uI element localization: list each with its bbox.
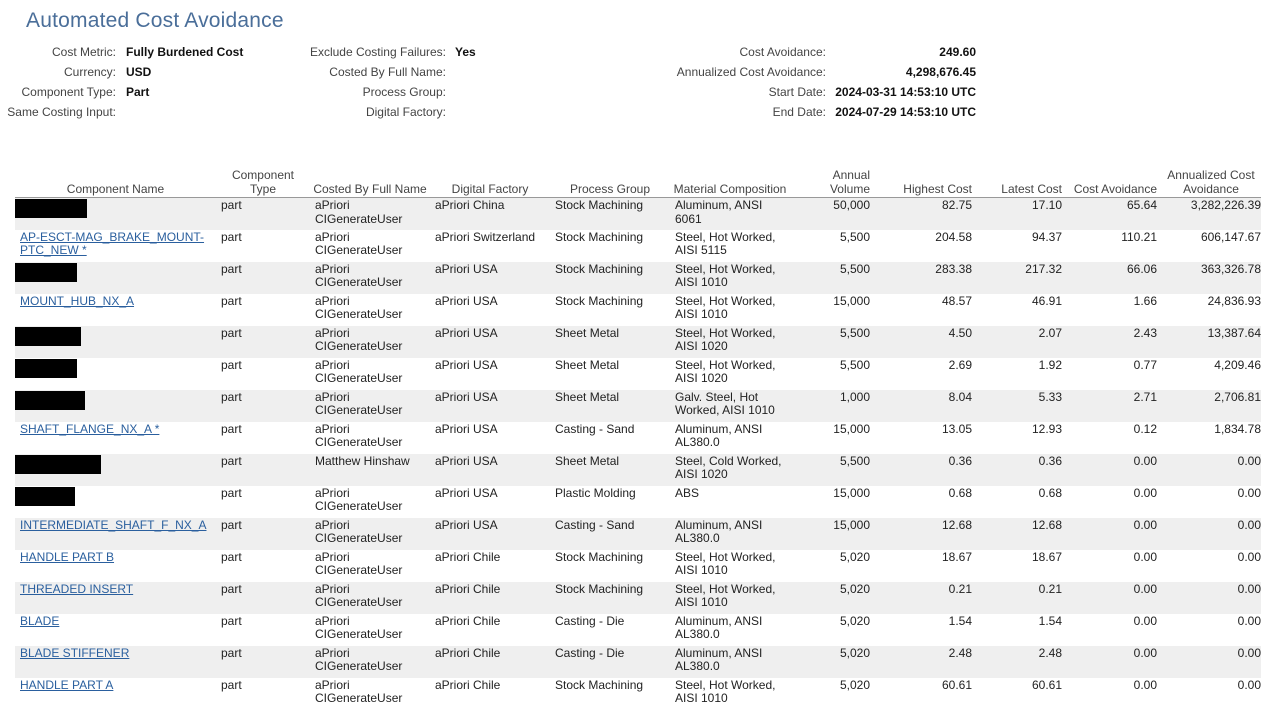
cell-component-type: part [216,454,310,486]
cell-annual-volume: 15,000 [833,485,870,500]
cell-component-name [15,646,216,678]
cell-material: Aluminum, ANSI AL380.0 [675,421,763,449]
cell-component-type: part [216,390,310,422]
cell-cost-avoidance: 0.00 [1066,646,1161,678]
cost-avoidance-table [15,164,1261,710]
cell-latest-cost: 12.93 [1031,421,1062,436]
start-date-value: 2024-03-31 14:53:10 UTC [835,85,976,99]
cell-process-group: Stock Machining [555,229,644,244]
cell-highest-cost: 18.67 [941,549,972,564]
table-row [15,422,1261,454]
cell-component-name [15,230,216,262]
cell-annualized-cost-avoidance: 0.00 [1237,485,1261,500]
redacted-block [15,327,81,346]
cell-costed-by: aPriori CIGenerateUser [315,421,403,449]
cell-annual-volume: 15,000 [833,293,870,308]
cell-material: Steel, Hot Worked, AISI 1010 [675,549,776,577]
cell-cost-avoidance: 2.43 [1066,326,1161,358]
cell-digital-factory: aPriori Chile [435,549,501,564]
cell-material: Steel, Cold Worked, AISI 1020 [670,454,790,486]
redacted-block [15,455,101,474]
cell-component-name [15,486,216,518]
cell-annual-volume: 5,500 [790,454,886,486]
cell-annual-volume: 5,020 [839,677,870,692]
component-link[interactable]: HANDLE PART B [20,549,115,564]
cell-latest-cost: 94.37 [1031,229,1062,244]
cell-digital-factory: aPriori Chile [430,646,550,678]
cell-costed-by: aPriori CIGenerateUser [310,518,430,550]
component-type-value: Part [126,85,150,99]
cell-component-type: part [216,582,310,614]
cell-component-name [15,518,216,550]
cell-cost-avoidance: 0.00 [1133,549,1157,564]
col-highest-cost[interactable]: Highest Cost [886,164,976,198]
cell-highest-cost: 8.04 [886,390,976,422]
cell-annual-volume: 1,000 [790,390,886,422]
cell-annual-volume: 15,000 [790,518,886,550]
cell-component-type: part [216,518,310,550]
cell-costed-by: aPriori CIGenerateUser [310,582,430,614]
cost-avoidance-value: 249.60 [939,45,976,59]
same-costing-input-label: Same Costing Input: [7,105,116,119]
cell-process-group: Plastic Molding [555,485,636,500]
cell-cost-avoidance: 0.00 [1066,582,1161,614]
cell-digital-factory: aPriori Switzerland [435,229,536,244]
cell-material: Steel, Hot Worked, AISI 5115 [675,229,776,257]
end-date-value: 2024-07-29 14:53:10 UTC [835,105,976,119]
cell-latest-cost: 0.21 [976,582,1066,614]
cell-latest-cost: 5.33 [976,390,1066,422]
cell-process-group: Stock Machining [555,293,644,308]
cell-latest-cost: 60.61 [1031,677,1062,692]
cell-process-group: Sheet Metal [550,390,670,422]
cell-annualized-cost-avoidance: 24,836.93 [1207,293,1261,308]
component-link[interactable]: BLADE [20,613,60,628]
cell-latest-cost: 217.32 [976,262,1066,294]
cell-component-type: part [216,262,310,294]
cell-cost-avoidance: 0.12 [1133,421,1157,436]
table-row [15,198,1261,230]
cell-process-group: Casting - Die [555,613,625,628]
cell-process-group: Sheet Metal [555,357,620,372]
cell-highest-cost: 1.54 [948,613,972,628]
table-row [15,326,1261,358]
cell-process-group: Casting - Sand [550,518,670,550]
cell-digital-factory: aPriori USA [435,485,498,500]
cell-highest-cost: 204.58 [935,229,972,244]
component-link[interactable]: SHAFT_FLANGE_NX_A * [20,421,160,436]
cell-component-type: part [221,613,242,628]
cell-digital-factory: aPriori Chile [435,613,501,628]
cell-cost-avoidance: 110.21 [1121,229,1157,244]
cell-latest-cost: 46.91 [1031,293,1062,308]
component-link[interactable]: MOUNT_HUB_NX_A [20,293,135,308]
cell-digital-factory: aPriori USA [430,262,550,294]
exclude-costing-failures-value: Yes [455,45,476,59]
cell-material: Aluminum, ANSI AL380.0 [670,646,790,678]
cell-component-name [15,422,216,454]
cell-component-name [15,390,216,422]
cell-latest-cost: 0.36 [976,454,1066,486]
table-row [15,518,1261,550]
cell-annual-volume: 5,020 [790,646,886,678]
table-row [15,582,1261,614]
cell-latest-cost: 2.07 [976,326,1066,358]
annualized-cost-avoidance-value: 4,298,676.45 [905,65,976,79]
cell-material: Steel, Hot Worked, AISI 1020 [675,357,776,385]
cell-component-name [15,326,216,358]
cell-material: Galv. Steel, Hot Worked, AISI 1010 [670,390,790,422]
cell-digital-factory: aPriori USA [435,293,498,308]
cell-component-name [15,678,216,710]
cell-highest-cost: 13.05 [941,421,972,436]
cell-digital-factory: aPriori Chile [435,677,501,692]
col-process-group[interactable]: Process Group [550,164,670,198]
cell-material: Steel, Hot Worked, AISI 1010 [675,293,776,321]
cell-highest-cost: 82.75 [886,198,976,230]
cell-material: Aluminum, ANSI 6061 [670,198,790,230]
cell-highest-cost: 0.36 [886,454,976,486]
cell-component-name [15,358,216,390]
cell-latest-cost: 1.54 [1038,613,1062,628]
cell-material: Steel, Hot Worked, AISI 1010 [670,262,790,294]
cell-component-name [15,454,216,486]
cell-annual-volume: 5,500 [790,262,886,294]
cell-component-type: part [216,198,310,230]
start-date-label: Start Date: [768,85,826,99]
cell-digital-factory: aPriori USA [435,421,498,436]
cell-annual-volume: 5,500 [839,357,870,372]
cell-process-group: Stock Machining [555,549,644,564]
cell-component-type: part [221,229,242,244]
cell-costed-by: Matthew Hinshaw [310,454,430,486]
table-row [15,454,1261,486]
cell-digital-factory: aPriori USA [430,518,550,550]
redacted-block [15,487,75,506]
process-group-label: Process Group: [362,85,446,99]
cell-material: Aluminum, ANSI AL380.0 [675,613,763,641]
table-row [15,294,1261,326]
cell-annualized-cost-avoidance: 3,282,226.39 [1161,198,1261,230]
cell-process-group: Stock Machining [550,198,670,230]
component-link[interactable]: HANDLE PART A [20,677,114,692]
cell-material: Steel, Hot Worked, AISI 1010 [675,677,776,705]
cell-material: Steel, Hot Worked, AISI 1020 [670,326,790,358]
col-annualized-cost-avoidance[interactable]: Annualized Cost Avoidance [1161,164,1261,198]
end-date-label: End Date: [772,105,826,119]
cell-annualized-cost-avoidance: 0.00 [1161,646,1261,678]
cell-latest-cost: 12.68 [976,518,1066,550]
cell-annualized-cost-avoidance: 13,387.64 [1161,326,1261,358]
cell-annualized-cost-avoidance: 363,326.78 [1161,262,1261,294]
cost-avoidance-label: Cost Avoidance: [739,45,826,59]
cell-costed-by: aPriori CIGenerateUser [315,357,403,385]
component-link[interactable]: AP-ESCT-MAG_BRAKE_MOUNT-PTC_NEW * [20,229,205,257]
cell-annualized-cost-avoidance: 0.00 [1161,518,1261,550]
cell-annualized-cost-avoidance: 606,147.67 [1200,229,1261,244]
cell-cost-avoidance: 65.64 [1066,198,1161,230]
cell-annual-volume: 5,020 [839,613,870,628]
cell-material: Aluminum, ANSI AL380.0 [670,518,790,550]
cell-component-name [15,582,216,614]
cell-costed-by: aPriori CIGenerateUser [310,262,430,294]
exclude-costing-failures-label: Exclude Costing Failures: [309,45,446,59]
cell-cost-avoidance: 0.00 [1133,677,1157,692]
cell-process-group: Sheet Metal [550,454,670,486]
cell-highest-cost: 2.48 [886,646,976,678]
cell-material: ABS [675,485,700,500]
cell-component-type: part [221,357,242,372]
cell-costed-by: aPriori CIGenerateUser [310,646,430,678]
cell-component-type: part [221,421,242,436]
cell-annualized-cost-avoidance: 0.00 [1161,454,1261,486]
table-row [15,646,1261,678]
cell-highest-cost: 60.61 [941,677,972,692]
cell-cost-avoidance: 0.77 [1133,357,1157,372]
cell-costed-by: aPriori CIGenerateUser [315,549,403,577]
cell-annual-volume: 5,500 [790,326,886,358]
col-costed-by[interactable]: Costed By Full Name [310,164,430,198]
cell-component-type: part [221,293,242,308]
component-link[interactable]: THREADED INSERT [20,581,134,596]
digital-factory-label: Digital Factory: [365,105,446,119]
table-row [15,358,1261,390]
currency-value: USD [126,65,152,79]
cell-latest-cost: 18.67 [1031,549,1062,564]
cell-annual-volume: 5,020 [790,582,886,614]
cell-highest-cost: 2.69 [948,357,972,372]
annualized-cost-avoidance-label: Annualized Cost Avoidance: [676,65,826,79]
cell-annual-volume: 5,500 [839,229,870,244]
cell-component-name [15,262,216,294]
table-header-row [15,164,1261,198]
cell-highest-cost: 4.50 [886,326,976,358]
cell-process-group: Stock Machining [550,582,670,614]
col-latest-cost[interactable]: Latest Cost [976,164,1066,198]
table-row [15,486,1261,518]
cell-annual-volume: 15,000 [833,421,870,436]
cell-process-group: Sheet Metal [550,326,670,358]
cell-costed-by: aPriori CIGenerateUser [310,326,430,358]
table-row [15,614,1261,646]
col-material[interactable]: Material Composition [670,164,790,198]
cell-annualized-cost-avoidance: 2,706.81 [1161,390,1261,422]
cell-cost-avoidance: 0.00 [1066,518,1161,550]
component-type-label: Component Type: [21,85,116,99]
cell-annualized-cost-avoidance: 0.00 [1237,613,1261,628]
cell-cost-avoidance: 0.00 [1133,485,1157,500]
redacted-block [15,359,77,378]
cell-cost-avoidance: 66.06 [1066,262,1161,294]
cell-cost-avoidance: 1.66 [1133,293,1157,308]
redacted-block [15,199,87,218]
col-annual-volume[interactable]: Annual Volume [790,164,886,198]
cell-component-type: part [221,677,242,692]
table-row [15,262,1261,294]
cell-cost-avoidance: 2.71 [1066,390,1161,422]
cell-digital-factory: aPriori Chile [430,582,550,614]
cell-cost-avoidance: 0.00 [1066,454,1161,486]
table-row [15,550,1261,582]
cell-annual-volume: 5,020 [839,549,870,564]
table-row [15,390,1261,422]
cell-costed-by: aPriori CIGenerateUser [315,485,403,513]
cost-metric-label: Cost Metric: [51,45,116,59]
cell-latest-cost: 2.48 [976,646,1066,678]
cell-digital-factory: aPriori China [430,198,550,230]
cell-cost-avoidance: 0.00 [1133,613,1157,628]
cell-component-type: part [221,549,242,564]
costed-by-full-name-label: Costed By Full Name: [329,65,446,79]
cell-component-name [15,614,216,646]
cell-component-name [15,550,216,582]
cell-annualized-cost-avoidance: 0.00 [1237,677,1261,692]
redacted-block [15,391,85,410]
cell-annualized-cost-avoidance: 1,834.78 [1214,421,1261,436]
cell-costed-by: aPriori CIGenerateUser [310,198,430,230]
page-title: Automated Cost Avoidance [26,9,284,32]
cell-component-name [15,294,216,326]
cell-component-type: part [216,326,310,358]
cell-component-name [15,198,216,230]
cell-process-group: Casting - Sand [555,421,635,436]
cell-annualized-cost-avoidance: 4,209.46 [1214,357,1261,372]
cell-digital-factory: aPriori USA [430,390,550,422]
cell-costed-by: aPriori CIGenerateUser [315,229,403,257]
cell-digital-factory: aPriori USA [430,326,550,358]
cell-process-group: Stock Machining [555,677,644,692]
cell-latest-cost: 1.92 [1038,357,1062,372]
cell-process-group: Stock Machining [550,262,670,294]
cost-metric-value: Fully Burdened Cost [126,45,244,59]
cell-latest-cost: 17.10 [976,198,1066,230]
col-component-name[interactable]: Component Name [15,164,216,198]
col-component-type[interactable]: Component Type [216,164,310,198]
cell-highest-cost: 283.38 [886,262,976,294]
cell-process-group: Casting - Die [550,646,670,678]
cell-latest-cost: 0.68 [1038,485,1062,500]
cell-annualized-cost-avoidance: 0.00 [1161,582,1261,614]
col-cost-avoidance[interactable]: Cost Avoidance [1066,164,1161,198]
component-link[interactable]: BLADE STIFFENER [20,645,130,660]
cell-highest-cost: 12.68 [886,518,976,550]
cell-highest-cost: 48.57 [941,293,972,308]
redacted-block [15,263,77,282]
cell-highest-cost: 0.21 [886,582,976,614]
cell-annualized-cost-avoidance: 0.00 [1237,549,1261,564]
currency-label: Currency: [63,65,116,79]
cell-costed-by: aPriori CIGenerateUser [315,677,403,705]
cell-material: Steel, Hot Worked, AISI 1010 [670,582,790,614]
cell-costed-by: aPriori CIGenerateUser [310,390,430,422]
cell-component-type: part [216,646,310,678]
table-row [15,230,1261,262]
cell-digital-factory: aPriori USA [435,357,498,372]
cell-component-type: part [221,485,242,500]
table-row [15,678,1261,710]
cell-digital-factory: aPriori USA [430,454,550,486]
col-digital-factory[interactable]: Digital Factory [430,164,550,198]
component-link[interactable]: INTERMEDIATE_SHAFT_F_NX_A [20,517,207,532]
cell-annual-volume: 50,000 [790,198,886,230]
cell-highest-cost: 0.68 [948,485,972,500]
cell-costed-by: aPriori CIGenerateUser [315,293,403,321]
cell-costed-by: aPriori CIGenerateUser [315,613,403,641]
